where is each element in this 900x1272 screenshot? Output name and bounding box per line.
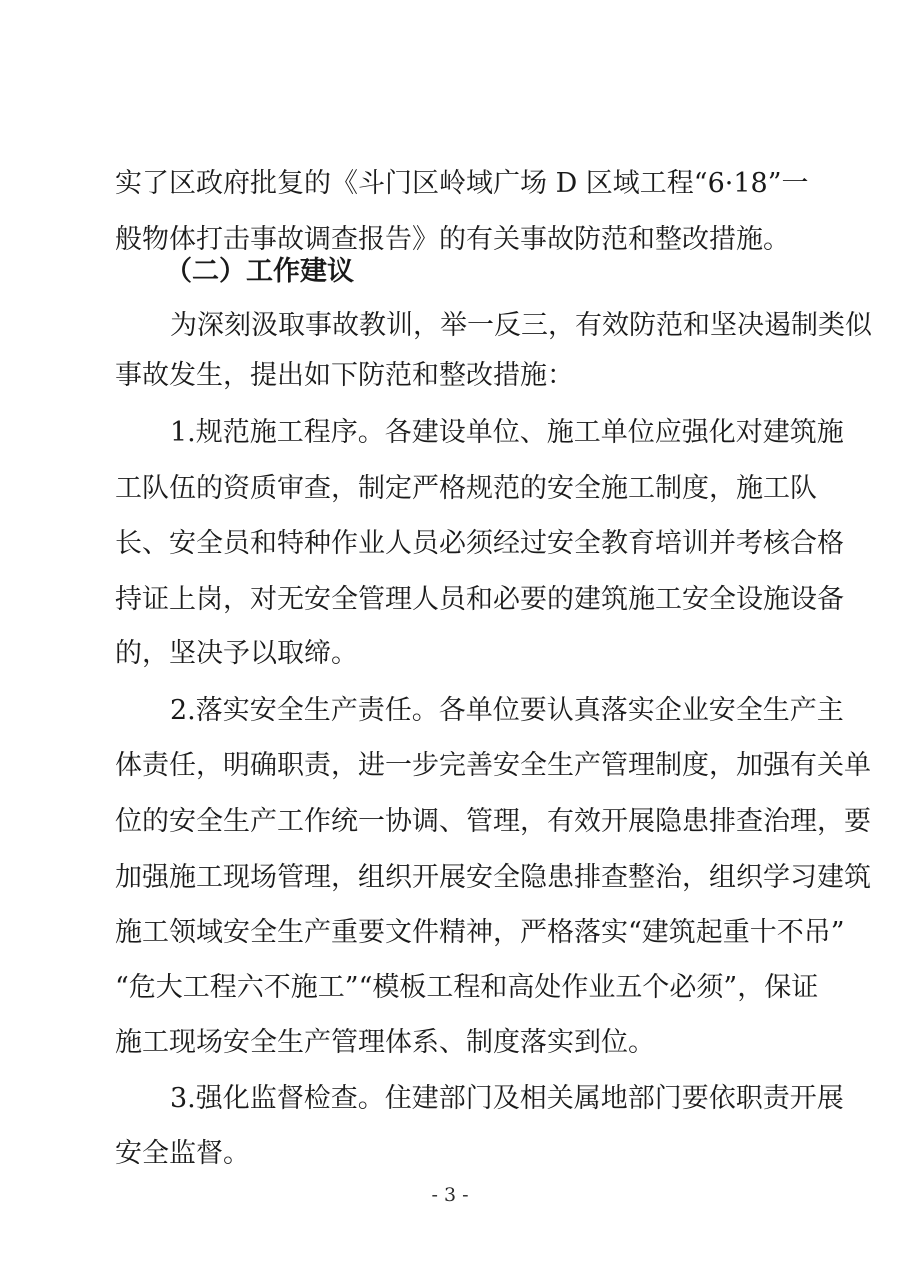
paragraph-text: 位的安全生产工作统一协调、管理，有效开展隐患排查治理，要 [115, 806, 871, 837]
text-line [0, 518, 900, 570]
paragraph-text: 事故发生，提出如下防范和整改措施： [115, 360, 574, 391]
paragraph-text: “危大工程六不施工”“模板工程和高处作业五个必须”，保证 [115, 972, 819, 1003]
paragraph-text: 施工领域安全生产重要文件精神，严格落实“建筑起重十不吊” [115, 917, 845, 948]
paragraph-text: 体责任，明确职责，进一步完善安全生产管理制度，加强有关单 [115, 750, 871, 781]
paragraph-text: 持证上岗，对无安全管理人员和必要的建筑施工安全设施设备 [115, 584, 844, 615]
paragraph-text: 安全监督。 [115, 1138, 250, 1169]
text-line [0, 1128, 900, 1180]
text-line [0, 962, 900, 1014]
paragraph-text: 工队伍的资质审查，制定严格规范的安全施工制度，施工队 [115, 473, 817, 504]
section-heading-line [0, 246, 900, 298]
paragraph-text: 长、安全员和特种作业人员必须经过安全教育培训并考核合格 [115, 528, 844, 559]
paragraph-text: 加强施工现场管理，组织开展安全隐患排查整治，组织学习建筑 [115, 862, 871, 893]
text-line [0, 574, 900, 626]
text-line [0, 907, 900, 959]
paragraph-text: 施工现场安全生产管理体系、制度落实到位。 [115, 1027, 655, 1058]
text-line [0, 350, 900, 402]
paragraph-text: 实了区政府批复的《斗门区岭域广场 D 区域工程“6·18”一 [115, 168, 809, 199]
text-line [0, 628, 900, 680]
paragraph-text: 的，坚决予以取缔。 [115, 638, 358, 669]
text-line [0, 852, 900, 904]
section-heading: （二）工作建议 [165, 256, 354, 287]
paragraph-text: 般物体打击事故调查报告》的有关事故防范和整改措施。 [115, 224, 790, 255]
paragraph-text: 为深刻汲取事故教训，举一反三，有效防范和坚决遏制类似 [170, 310, 872, 341]
text-line [0, 740, 900, 792]
text-line [0, 407, 900, 459]
paragraph-text: 1.规范施工程序。各建设单位、施工单位应强化对建筑施 [170, 417, 844, 448]
paragraph-text: 3.强化监督检查。住建部门及相关属地部门要依职责开展 [170, 1083, 844, 1114]
paragraph-text: 2.落实安全生产责任。各单位要认真落实企业安全生产主 [170, 695, 844, 726]
text-line [0, 1073, 900, 1125]
text-line [0, 158, 900, 210]
text-line [0, 463, 900, 515]
text-line [0, 796, 900, 848]
text-line [0, 300, 900, 352]
text-line [0, 685, 900, 737]
text-line [0, 1017, 900, 1069]
page-number: - 3 - [431, 1184, 469, 1206]
